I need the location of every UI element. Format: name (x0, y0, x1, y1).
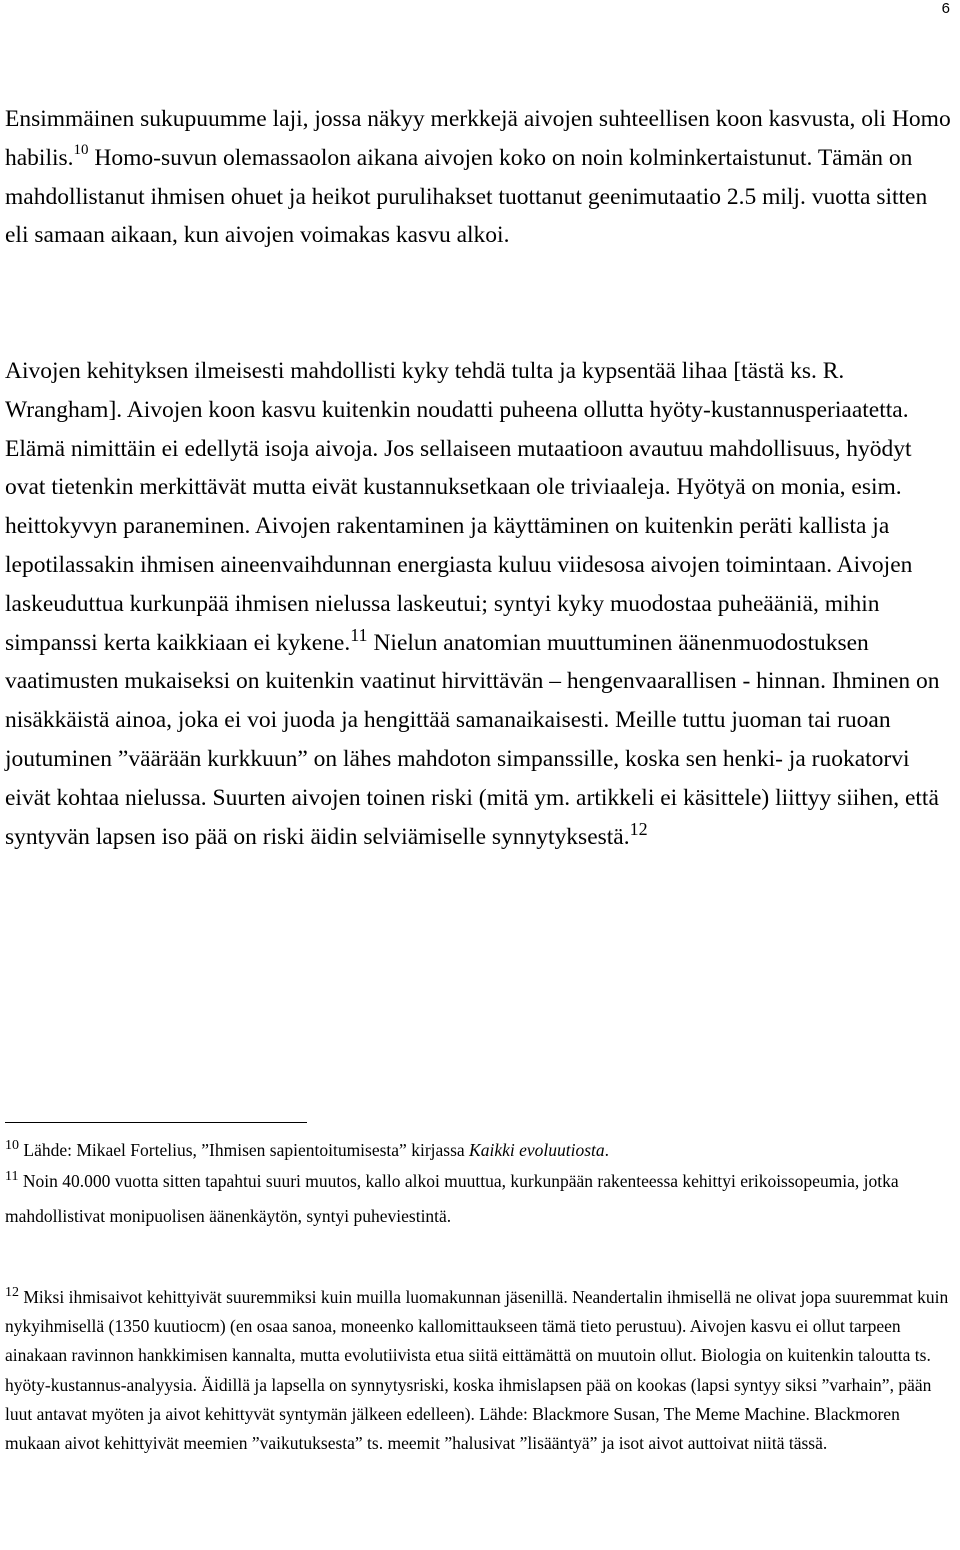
page-number: 6 (941, 0, 950, 17)
footnote-marker-11: 11 (5, 1169, 19, 1185)
footnote-10-text: Lähde: Mikael Fortelius, ”Ihmisen sapientoitumisesta” kirjassa (19, 1140, 470, 1160)
paragraph-1 (5, 100, 955, 255)
footnote-ref-12[interactable]: 12 (629, 818, 648, 839)
footnote-12 (5, 1283, 955, 1458)
footnote-separator (5, 1122, 307, 1123)
paragraph-2-text: Aivojen kehityksen ilmeisesti mahdollisti kyky tehdä tulta ja kypsentää lihaa [tästä ks. R. Wrangham]. Aivojen koon kasvu kuitenkin noudatti puheena ollutta hyöty-kustannusperiaatetta. Elämä nimittäin ei edellytä isoja aivoja. Jos sellaiseen mutaatioon avautuu mahdollisuus, hyödyt ovat tietenkin merkittävät mutta eivät kustannuksetkaan ole triviaaleja. Hyötyä on monia, esim. heittokyvyn paraneminen. Aivojen rakentaminen ja käyttäminen on kuitenkin peräti kallista ja lepotilassakin ihmisen aineenvaihdunnan energiasta kuluu viidesosa aivojen toimintaan. Aivojen laskeuduttua kurkunpää ihmisen nielussa laskeutui; syntyi kyky muodostaa puheääniä, mihin simpanssi kerta kaikkiaan ei kykene. (5, 358, 913, 656)
footnote-ref-10[interactable]: 10 (73, 141, 89, 158)
footnote-10-end: . (604, 1140, 610, 1160)
paragraph-1-text: Ensimmäinen sukupuumme laji, jossa näkyy merkkejä aivojen suhteellisen koon kasvusta, oli Homo habilis. (5, 106, 951, 171)
paragraph-2-text-cont: Nielun anatomian muuttuminen äänenmuodostuksen vaatimusten mukaiseksi on kuitenkin vaatinut hirvittävän – hengenvaarallisen - hinnan. Ihminen on nisäkkäistä ainoa, joka ei voi juoda ja hengittää samanaikaisesti. Meille tuttu juoman tai ruoan joutuminen ”väärään kurkkuun” on lähes mahdoton simpanssille, koska sen henki- ja ruokatorvi eivät kohtaa nielussa. Suurten aivojen toinen riski (mitä ym. artikkeli ei käsittele) liittyy siihen, että syntyvän lapsen iso pää on riski äidin selviämiselle synnytyksestä. (5, 629, 940, 850)
footnote-marker-12: 12 (5, 1285, 19, 1301)
footnote-marker-10: 10 (5, 1138, 19, 1154)
paragraph-2 (5, 352, 955, 856)
footnote-10 (5, 1136, 955, 1165)
footnote-11-text: Noin 40.000 vuotta sitten tapahtui suuri muutos, kallo alkoi muuttua, kurkunpään rakenteessa kehittyi erikoissopeumia, jotka mahdollistivat monipuolisen äänenkäytön, syntyi puheviestintä. (5, 1171, 899, 1226)
footnote-11 (5, 1164, 955, 1233)
footnote-10-book-title: Kaikki evoluutiosta (469, 1140, 605, 1160)
paragraph-1-text-cont: Homo-suvun olemassaolon aikana aivojen koko on noin kolminkertaistunut. Tämän on mahdollistanut ihmisen ohuet ja heikot purulihakset tuottanut geenimutaatio 2.5 milj. vuotta sitten eli samaan aikaan, kun aivojen voimakas kasvu alkoi. (5, 144, 928, 249)
footnote-12-text: Miksi ihmisaivot kehittyivät suuremmiksi kuin muilla luomakunnan jäsenillä. Neandertalin ihmisellä ne olivat jopa suuremmat kuin nykyihmisellä (1350 kuutiocm) (en osaa sanoa, moneenko kallomittaukseen tämä tieto perustuu). Aivojen kasvu ei ollut tarpeen ainakaan ravinnon hankkimisen kannalta, mutta evolutiivista etua siitä eittämättä on muutoin ollut. Biologia on kuitenkin taloutta ts. hyöty-kustannus-analyysia. Äidillä ja lapsella on synnytysriski, koska ihmislapsen pää on kookas (lapsi syntyy siksi ”varhain”, pään luut antavat myöten ja aivot kehittyvät syntymän jälkeen edelleen). Lähde: Blackmore Susan, The Meme Machine. Blackmoren mukaan aivot kehittyivät meemien ”vaikutuksesta” ts. meemit ”halusivat ”lisääntyä” ja isot aivot auttoivat niitä tässä. (5, 1287, 949, 1454)
footnote-ref-11[interactable]: 11 (350, 624, 368, 645)
